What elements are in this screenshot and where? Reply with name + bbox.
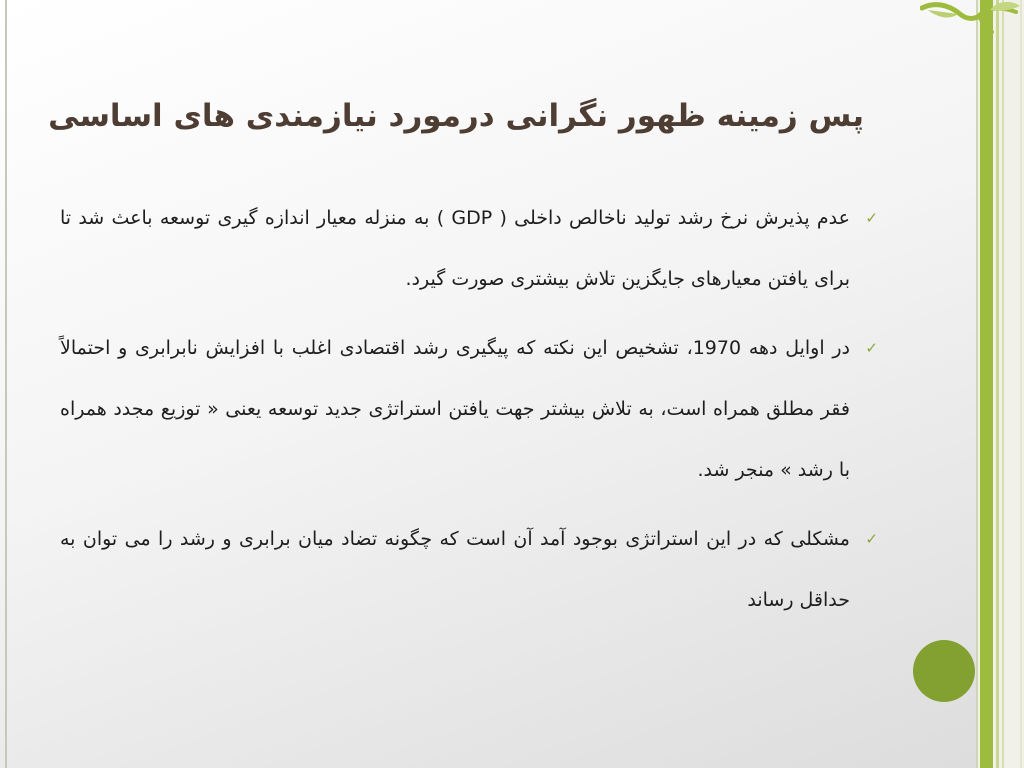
decoration-stripe (980, 0, 993, 768)
bullet-list (60, 188, 878, 631)
decoration-stripe (996, 0, 999, 768)
decoration-stripe (1020, 0, 1022, 768)
decoration-stripe (976, 0, 978, 768)
bullet-item (60, 509, 878, 631)
decoration-circle (913, 640, 975, 702)
bullet-item (60, 188, 878, 310)
bullet-text: مشکلی که در این استراتژی بوجود آمد آن است که چگونه تضاد میان برابری و رشد را می توان به حداقل رساند (60, 528, 850, 611)
bullet-item (60, 318, 878, 501)
left-divider (5, 0, 7, 768)
checkmark-icon: ✓ (865, 209, 878, 227)
slide-title: پس زمینه ظهور نگرانی درمورد نیازمندی های اساسی (48, 98, 864, 134)
vine-leaf-icon (920, 0, 1024, 34)
bullet-text: عدم پذیرش نرخ رشد تولید ناخالص داخلی ( GDP ) به منزله معیار اندازه گیری توسعه باعث شد تا برای یافتن معیارهای جایگزین تلاش بیشتری صورت گیرد. (60, 207, 850, 290)
checkmark-icon: ✓ (865, 530, 878, 548)
checkmark-icon: ✓ (865, 339, 878, 357)
bullet-text: در اوایل دهه 1970، تشخیص این نکته که پیگیری رشد اقتصادی اغلب با افزایش نابرابری و احتمالاً فقر مطلق همراه است، به تلاش بیشتر جهت یافتن استراتژی جدید توسعه یعنی « توزیع مجدد همراه با رشد » منجر شد. (60, 337, 850, 481)
decoration-stripe (1002, 0, 1004, 768)
